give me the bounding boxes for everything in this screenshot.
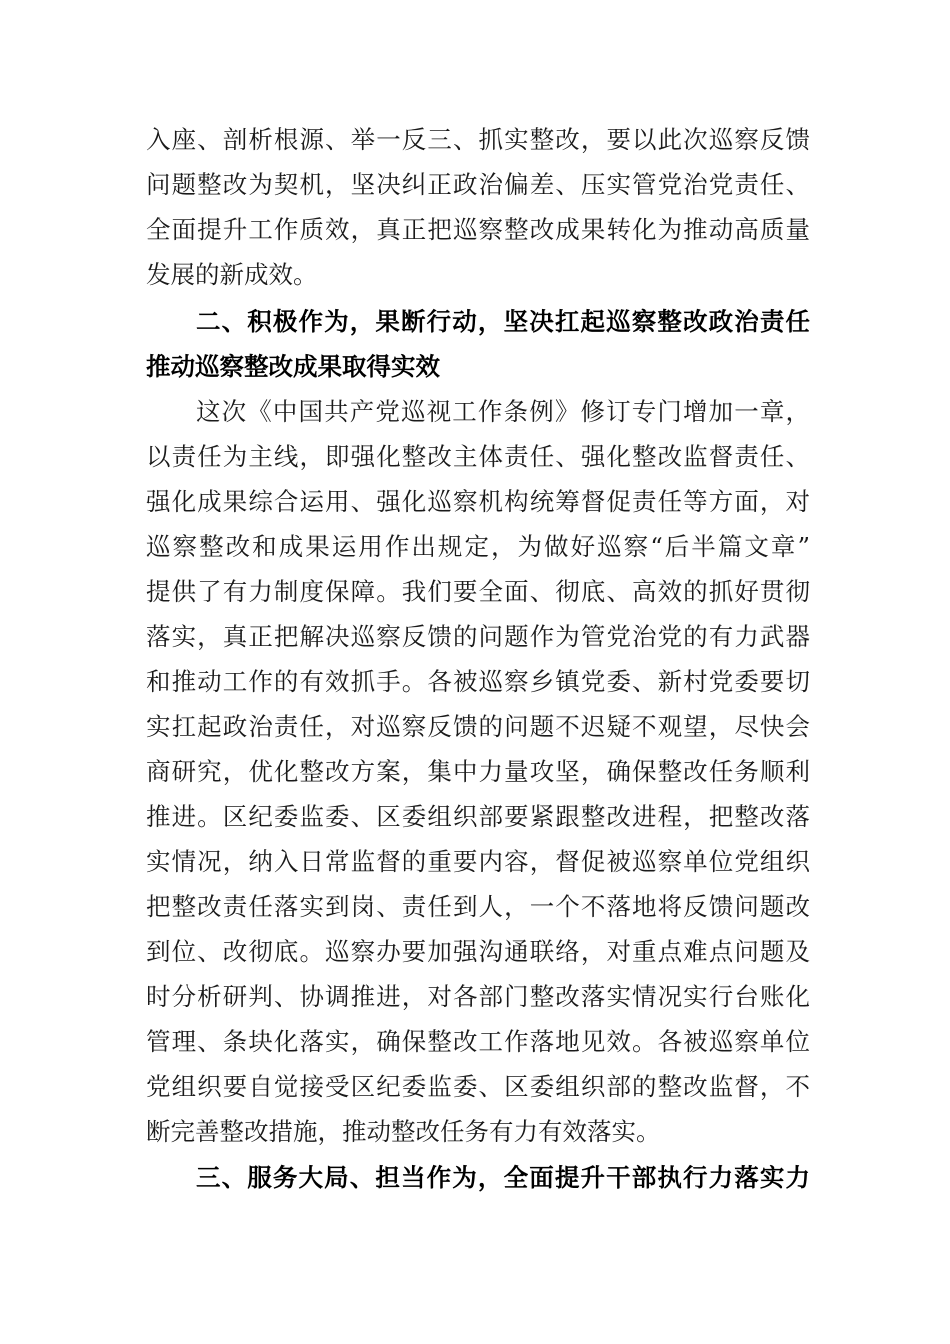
paragraph-line: 推进。区纪委监委、区委组织部要紧跟整改进程，把整改落	[146, 802, 810, 831]
paragraph-line: 以责任为主线，即强化整改主体责任、强化整改监督责任、	[146, 442, 810, 471]
paragraph-line: 和推动工作的有效抓手。各被巡察乡镇党委、新村党委要切	[146, 667, 810, 696]
paragraph-line: 党组织要自觉接受区纪委监委、区委组织部的整改监督，不	[146, 1072, 810, 1101]
paragraph-line: 时分析研判、协调推进，对各部门整改落实情况实行台账化	[146, 982, 810, 1011]
paragraph-line: 强化成果综合运用、强化巡察机构统筹督促责任等方面，对	[146, 487, 810, 516]
paragraph-line: 全面提升工作质效，真正把巡察整改成果转化为推动高质量	[146, 215, 810, 244]
paragraph-line: 提供了有力制度保障。我们要全面、彻底、高效的抓好贯彻	[146, 577, 810, 606]
paragraph-line: 这次《中国共产党巡视工作条例》修订专门增加一章，	[196, 397, 810, 426]
paragraph-line: 入座、剖析根源、举一反三、抓实整改，要以此次巡察反馈	[146, 125, 810, 154]
section-heading: 三、服务大局、担当作为，全面提升干部执行力落实力	[196, 1163, 810, 1192]
paragraph-line: 把整改责任落实到岗、责任到人，一个不落地将反馈问题改	[146, 892, 810, 921]
section-heading: 推动巡察整改成果取得实效	[146, 352, 440, 381]
paragraph-line: 实情况，纳入日常监督的重要内容，督促被巡察单位党组织	[146, 847, 810, 876]
paragraph-line: 落实，真正把解决巡察反馈的问题作为管党治党的有力武器	[146, 622, 810, 651]
paragraph-line: 断完善整改措施，推动整改任务有力有效落实。	[146, 1117, 661, 1146]
paragraph-line: 问题整改为契机，坚决纠正政治偏差、压实管党治党责任、	[146, 170, 810, 199]
paragraph-line: 巡察整改和成果运用作出规定，为做好巡察“后半篇文章”	[146, 532, 810, 561]
paragraph-line: 实扛起政治责任，对巡察反馈的问题不迟疑不观望，尽快会	[146, 712, 810, 741]
section-heading: 二、积极作为，果断行动，坚决扛起巡察整改政治责任	[196, 307, 810, 336]
paragraph-line: 发展的新成效。	[146, 260, 318, 289]
paragraph-line: 管理、条块化落实，确保整改工作落地见效。各被巡察单位	[146, 1027, 810, 1056]
paragraph-line: 商研究，优化整改方案，集中力量攻坚，确保整改任务顺利	[146, 757, 810, 786]
paragraph-line: 到位、改彻底。巡察办要加强沟通联络，对重点难点问题及	[146, 937, 810, 966]
